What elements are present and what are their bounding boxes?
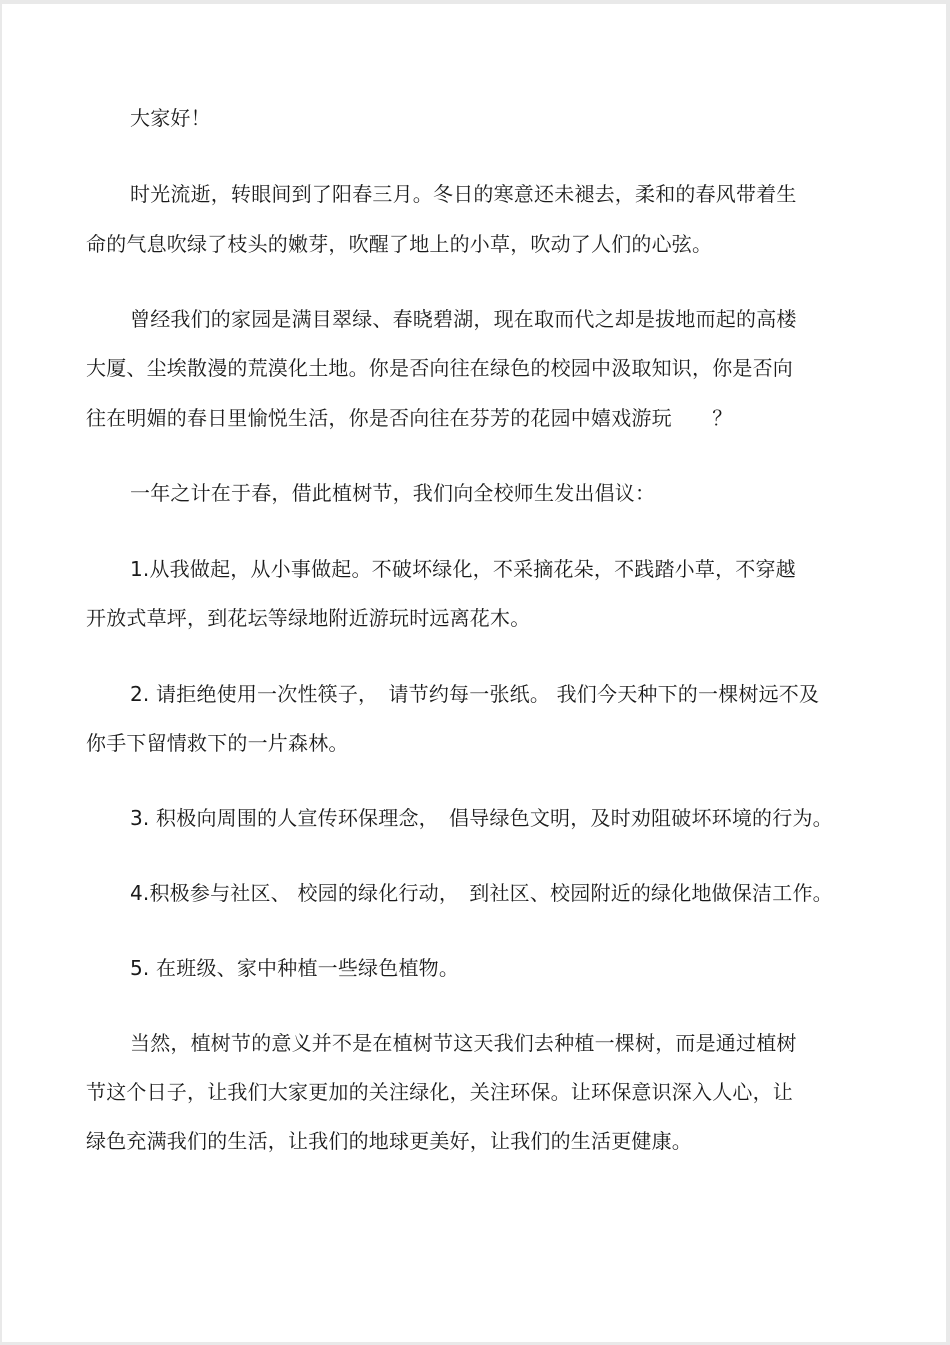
paragraph-1-line-2: 命的气息吹绿了枝头的嫩芽，吹醒了地上的小草，吹动了人们的心弦。 xyxy=(86,232,713,256)
item-2-line-1: 2. 请拒绝使用一次性筷子， 请节约每一张纸。 我们今天种下的一棵树远不及 xyxy=(130,682,820,706)
paragraph-4-line-2: 节这个日子，让我们大家更加的关注绿化，关注环保。让环保意识深入人心，让 xyxy=(86,1080,793,1104)
item-5: 5. 在班级、家中种植一些绿色植物。 xyxy=(130,956,460,980)
item-4: 4.积极参与社区、 校园的绿化行动， 到社区、校园附近的绿化地做保洁工作。 xyxy=(130,881,833,905)
greeting: 大家好！ xyxy=(130,106,211,130)
document-page xyxy=(2,4,946,1342)
paragraph-4-line-3: 绿色充满我们的生活，让我们的地球更美好，让我们的生活更健康。 xyxy=(86,1129,692,1153)
paragraph-1-line-1: 时光流逝，转眼间到了阳春三月。冬日的寒意还未褪去，柔和的春风带着生 xyxy=(130,182,797,206)
paragraph-2-line-3: 往在明媚的春日里愉悦生活，你是否向往在芬芳的花园中嬉戏游玩 ？ xyxy=(86,406,733,430)
item-1-line-1: 1.从我做起，从小事做起。不破坏绿化，不采摘花朵，不践踏小草，不穿越 xyxy=(130,557,796,581)
paragraph-2-line-2: 大厦、尘埃散漫的荒漠化土地。你是否向往在绿色的校园中汲取知识，你是否向 xyxy=(86,356,793,380)
paragraph-2-line-1: 曾经我们的家园是满目翠绿、春晓碧湖，现在取而代之却是拔地而起的高楼 xyxy=(130,307,797,331)
item-2-line-2: 你手下留情救下的一片森林。 xyxy=(86,731,349,755)
paragraph-3: 一年之计在于春，借此植树节，我们向全校师生发出倡议： xyxy=(130,481,656,505)
paragraph-4-line-1: 当然，植树节的意义并不是在植树节这天我们去种植一棵树，而是通过植树 xyxy=(130,1031,797,1055)
item-3: 3. 积极向周围的人宣传环保理念， 倡导绿色文明，及时劝阻破坏环境的行为。 xyxy=(130,806,833,830)
item-1-line-2: 开放式草坪，到花坛等绿地附近游玩时远离花木。 xyxy=(86,606,531,630)
